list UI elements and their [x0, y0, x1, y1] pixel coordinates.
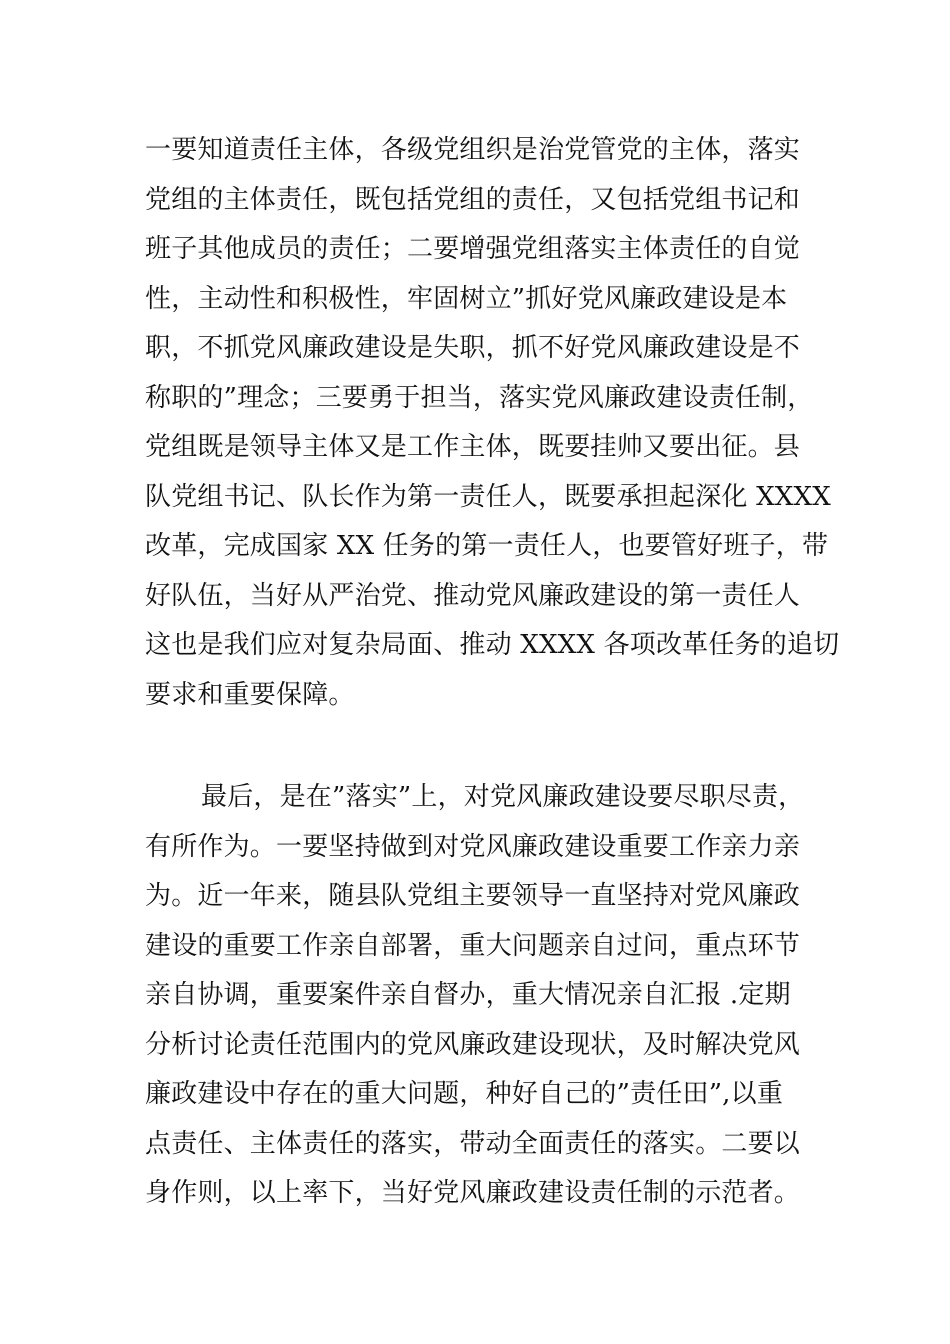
text-line: 职，不抓党风廉政建设是失职，抓不好党风廉政建设是不 [145, 333, 801, 363]
text-line: 要求和重要保障。 [145, 679, 355, 710]
text-line: 为。近一年来，随县队党组主要领导一直坚持对党风廉政 [145, 881, 801, 911]
text-line: 党组既是领导主体又是工作主体，既要挂帅又要出征。县 [145, 432, 801, 462]
text-line: 身作则，以上率下，当好党风廉政建设责任制的示范者。 [145, 1178, 801, 1208]
text-line: 这也是我们应对复杂局面、推动 XXXX 各项改革任务的追切 [145, 630, 840, 660]
text-line: 有所作为。一要坚持做到对党风廉政建设重要工作亲力亲 [145, 831, 801, 862]
text-line: 性，主动性和积极性，牢固树立”抓好党风廉政建设是本 [145, 283, 788, 314]
paragraph-2 [145, 773, 825, 1219]
text-line: 党组的主体责任，既包括党组的责任，又包括党组书记和 [145, 184, 801, 215]
text-line-indented: 最后，是在”落实”上，对党风廉政建设要尽职尽责， [201, 782, 805, 812]
text-line: 称职的”理念；三要勇于担当，落实党风廉政建设责任制， [145, 382, 814, 413]
text-line: 分析讨论责任范围内的党风廉政建设现状，及时解决党风 [145, 1029, 801, 1060]
paragraph-1 [145, 126, 840, 720]
text-line: 建设的重要工作亲自部署，重大问题亲自过问，重点环节 [145, 930, 801, 961]
text-line: 亲自协调，重要案件亲自督办，重大情况亲自汇报 .定期 [145, 980, 791, 1010]
text-line: 廉政建设中存在的重大问题，种好自己的”责任田”,以重 [145, 1079, 784, 1109]
text-line: 点责任、主体责任的落实，带动全面责任的落实。二要以 [145, 1128, 801, 1159]
text-line: 班子其他成员的责任；二要增强党组落实主体责任的自觉 [145, 234, 801, 264]
text-line: 一要知道责任主体，各级党组织是治党管党的主体，落实 [145, 135, 801, 165]
text-line: 改革，完成国家 XX 任务的第一责任人，也要管好班子，带 [145, 531, 829, 561]
text-line: 好队伍，当好从严治党、推动党风廉政建设的第一责任人 [145, 580, 801, 611]
text-line: 队党组书记、队长作为第一责任人，既要承担起深化 XXXX [145, 481, 831, 512]
